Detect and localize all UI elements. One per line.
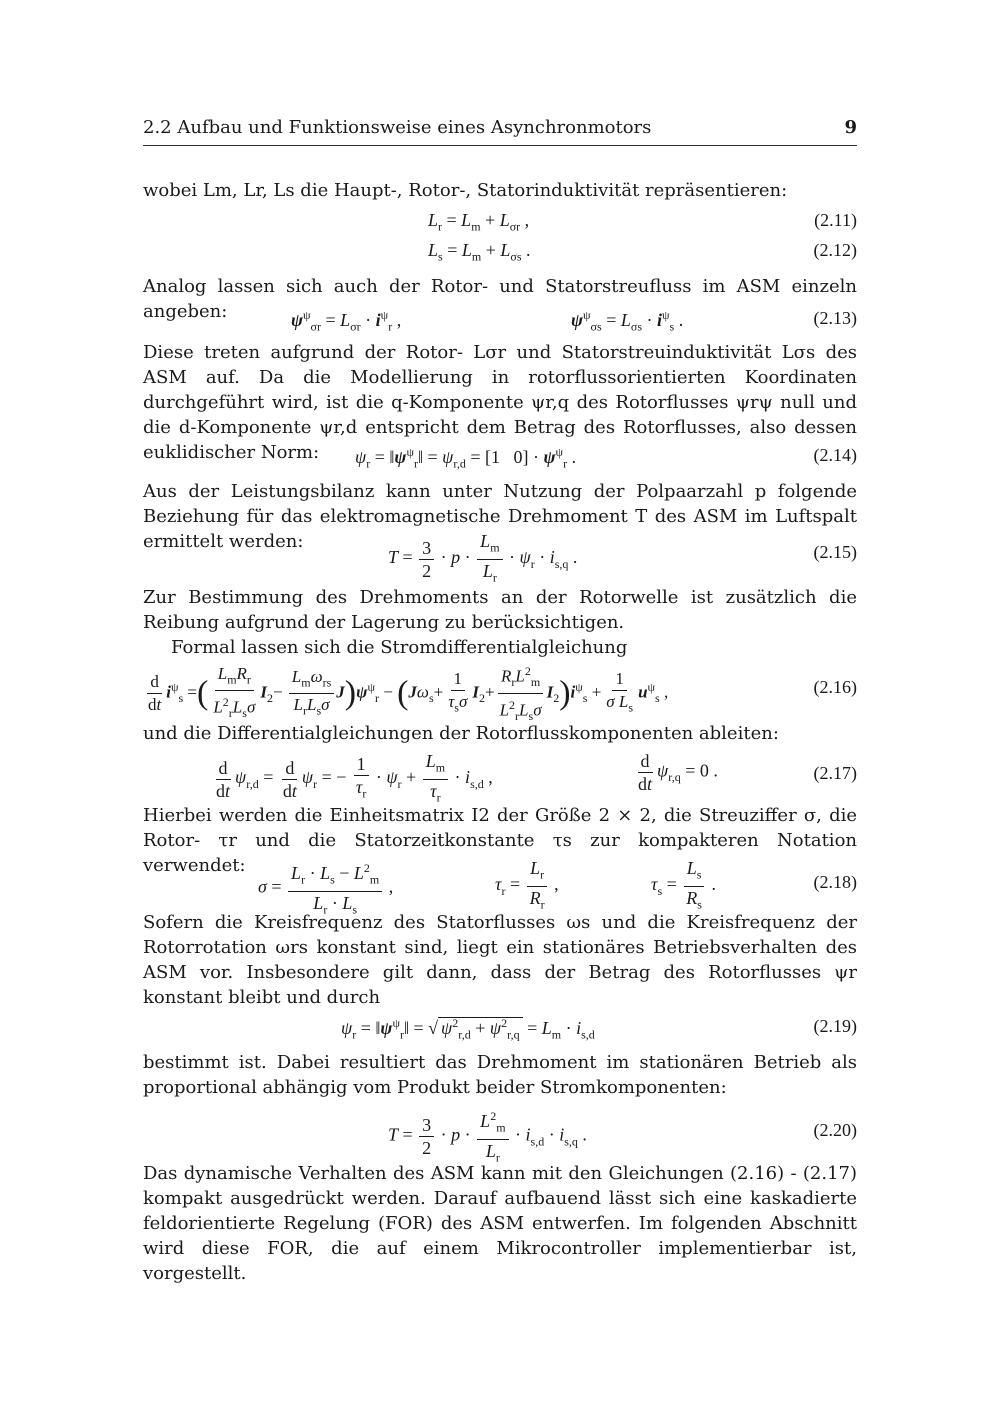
equation-math: σ = $\frac{L_r \cdot L_s - L^2_m}{L_r \cdot L_s}$ , (258, 857, 393, 920)
equation-math: $\psi^\psi_{\sigma s} = L_{\sigma s} \cdot i^\psi_s$ . (571, 308, 684, 334)
equation-2-17 (143, 750, 857, 805)
equation-math: $\psi_r$ = $‖\psi^\psi_r‖ = \psi_{r,d} = [1$ $0] \cdot \psi^\psi_r$ . (355, 445, 577, 471)
equation-number: (2.15) (813, 542, 857, 562)
equation-math: $\tau_r$ = $\frac{L_r}{R_r}$ , (495, 858, 559, 912)
paragraph (143, 1050, 857, 1100)
equation-math: $\psi^\psi_{\sigma r} = L_{\sigma r} \cdot i^\psi_r$ , (291, 308, 402, 334)
equation-number: (2.14) (813, 445, 857, 465)
equation-2-16 (143, 660, 857, 724)
paragraph (143, 910, 857, 1010)
equation-math: T = $\frac{3}{2}$ · p · $\frac{L^2_m}{L_r}$ · $i_{s,d} \cdot i_{s,q}$ . (388, 1105, 587, 1168)
equation-2-13 (143, 308, 857, 336)
equation-number: (2.13) (813, 308, 857, 328)
paragraph (143, 721, 857, 746)
equation-math: $\tau_s$ = $\frac{L_s}{R_s}$ . (651, 858, 716, 912)
equation-number: (2.19) (813, 1016, 857, 1036)
paragraph-text: Aus der Leistungsbilanz kann unter Nutzung der Polpaarzahl p folgende Beziehung für das elektromagnetische Drehmoment T des ASM im Luftspalt ermittelt werden: (143, 481, 857, 552)
equation-number: (2.20) (813, 1120, 857, 1140)
equation-2-15 (143, 530, 857, 585)
equation-math: $L_r = L_m + L_{\sigma r}$ , (428, 210, 530, 234)
equation-number: (2.16) (813, 677, 857, 697)
paragraph (143, 1161, 857, 1286)
equation-2-11 (143, 210, 857, 236)
paragraph-text: wobei Lm, Lr, Ls die Haupt-, Rotor-, Statorinduktivität repräsentieren: (143, 180, 788, 201)
paragraph (143, 178, 857, 203)
equation-math: $\frac{d}{dt}$ $i^\psi_s$ =( $\frac{L_mR_r}{L^2_rL_s\sigma}$ $I_2-$ $\frac{L_m\omega_{rs}}{L_rL_s\sigma}$ $J)\psi^\psi_r - (J\omega_s+$ $\frac{1}{\tau_s\sigma}$ $I_2+$ $\frac{R_rL^2_m}{L^2_rL_s\sigma}$ $I_2)i^\psi_s$ + $\frac{1}{\sigma L_s}$ $u^\psi_s$ , (143, 660, 668, 727)
section-title: 2.2 Aufbau und Funktionsweise eines Asynchronmotors (143, 117, 652, 138)
paragraph-text: Diese treten aufgrund der Rotor- Lσr und Statorstreuinduktivität Lσs des ASM auf. Da die Modellierung in rotorflussorientierten Koordinaten durchgeführt wird, ist die q-Komponente ψr,q des Rotorflusses ψrψ null und die d-Komponente ψr,d entspricht dem Betrag des Rotorflusses, also dessen euklidischer Norm: (143, 342, 857, 463)
equation-number: (2.11) (814, 210, 857, 230)
equation-number: (2.17) (813, 763, 857, 783)
equation-2-20 (143, 1105, 857, 1165)
paragraph-text: Sofern die Kreisfrequenz des Statorflusses ωs und die Kreisfrequenz der Rotorrotation ωrs konstant sind, liegt ein stationäres Betriebsverhalten des ASM vor. Insbesondere gilt dann, dass der Betrag des Rotorflusses ψr konstant bleibt und durch (143, 912, 857, 1008)
paragraph-text: Formal lassen sich die Stromdifferentialgleichung (171, 637, 628, 658)
equation-math: $\psi_r$ = $‖\psi^\psi_r‖$ = √ $\psi^2_{r,d} + \psi^2_{r,q} = L_m \cdot i_{s,d}$ (341, 1016, 595, 1042)
page-number: 9 (844, 117, 857, 138)
paragraph-text: bestimmt ist. Dabei resultiert das Drehmoment im stationären Betrieb als proportional abhängig vom Produkt beider Stromkomponenten: (143, 1052, 857, 1098)
equation-2-12 (143, 240, 857, 266)
equation-2-18 (143, 857, 857, 917)
paragraph (143, 585, 857, 660)
running-header (143, 117, 857, 146)
paragraph-text: Analog lassen sich auch der Rotor- und Statorstreufluss im ASM einzeln angeben: (143, 276, 857, 322)
paragraph-text: Hierbei werden die Einheitsmatrix I2 der Größe 2 × 2, die Streuziffer σ, die Rotor- τr und die Statorzeitkonstante τs zur kompakteren Notation verwendet: (143, 805, 857, 876)
equation-2-14 (143, 445, 857, 473)
equation-number: (2.12) (813, 240, 857, 260)
paragraph-text: und die Differentialgleichungen der Rotorflusskomponenten ableiten: (143, 723, 779, 744)
paragraph-text: Das dynamische Verhalten des ASM kann mit den Gleichungen (2.16) - (2.17) kompakt ausgedrückt werden. Darauf aufbauend lässt sich eine kaskadierte feldorientierte Regelung (FOR) des ASM entwerfen. Im folgenden Abschnitt wird diese FOR, die auf einem Mikrocontroller implementierbar ist, vorgestellt. (143, 1163, 857, 1284)
equation-2-19 (143, 1016, 857, 1046)
equation-math: $\frac{d}{dt}$ $\psi_{r,q} = 0$ . (638, 751, 718, 794)
equation-math: $L_s = L_m + L_{\sigma s}$ . (428, 240, 531, 264)
equation-math: $\frac{d}{dt}$ $\psi_{r,d}$ = $\frac{d}{dt}$ $\psi_r$ = − $\frac{1}{\tau_r}$ · $\psi_r$ + $\frac{L_m}{\tau_r}$ · $i_{s,d}$ , (216, 751, 493, 805)
equation-math: T = $\frac{3}{2}$ · p · $\frac{L_m}{L_r}$ · $\psi_r \cdot i_{s,q}$ . (388, 531, 578, 585)
paragraph-text: Zur Bestimmung des Drehmoments an der Rotorwelle ist zusätzlich die Reibung aufgrund der Lagerung zu berücksichtigen. (143, 587, 857, 633)
equation-number: (2.18) (813, 872, 857, 892)
